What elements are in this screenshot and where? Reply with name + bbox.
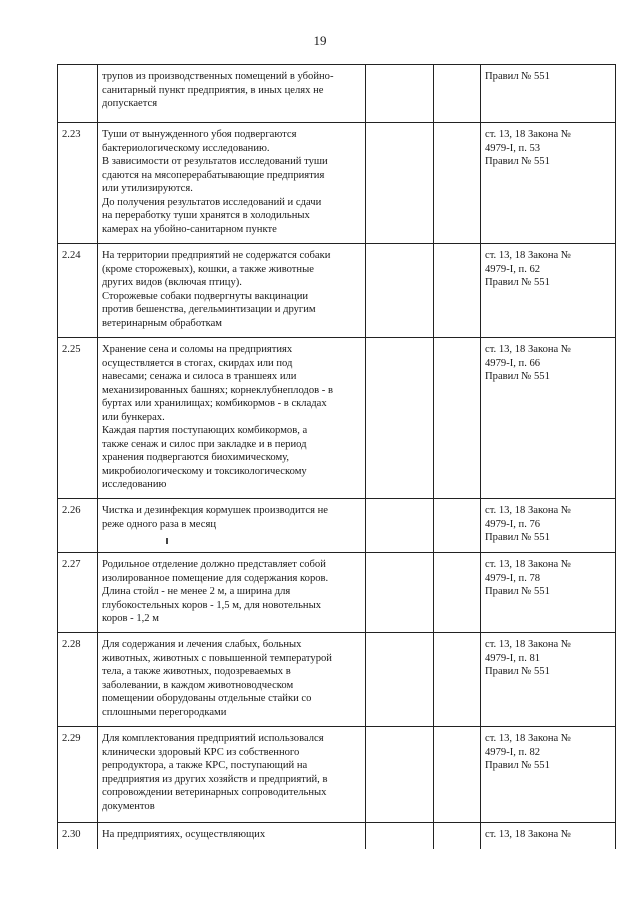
requirement-text-cell: [98, 553, 366, 633]
requirement-text-cell: [98, 338, 366, 499]
legal-reference-line: ст. 13, 18 Закона №: [485, 250, 572, 261]
empty-cell: [366, 338, 434, 499]
item-number-cell: 2.25: [58, 338, 98, 499]
requirement-text-line: буртах или хранилищах; комбикормов - в складах: [102, 398, 327, 409]
requirement-text-line: Чистка и дезинфекция кормушек производится не: [102, 505, 329, 516]
requirement-text-line: исследованию: [102, 479, 167, 490]
legal-reference-cell: [481, 633, 616, 727]
requirement-text-line: допускается: [102, 98, 158, 109]
requirement-text-line: заболевании, в каждом животноводческом: [102, 679, 294, 691]
table-row: [58, 499, 616, 553]
table-row: [58, 727, 616, 823]
empty-cell: [366, 727, 434, 823]
requirement-text-line: клинически здоровый КРС из собственного: [102, 746, 300, 758]
empty-cell: [366, 633, 434, 727]
item-number-cell: 2.24: [58, 244, 98, 338]
requirement-text-line: трупов из производственных помещений в убойно-: [102, 71, 334, 82]
requirement-text-line: реже одного раза в месяц: [102, 518, 217, 530]
requirement-text-line: помещении оборудованы отдельные стайки со: [102, 693, 312, 704]
requirement-text-cell: [98, 123, 366, 244]
empty-cell: [366, 499, 434, 553]
empty-cell: [434, 499, 481, 553]
requirement-text-line: сплошными перегородками: [102, 706, 227, 718]
requirement-text-line: или утилизируются.: [102, 183, 193, 194]
legal-reference-line: 4979-I, п. 62: [485, 263, 541, 275]
requirement-text-line: документов: [102, 800, 155, 812]
requirement-text-line: На предприятиях, осуществляющих: [102, 829, 266, 840]
legal-reference-cell: [481, 244, 616, 338]
legal-reference-line: Правил № 551: [485, 666, 550, 677]
requirement-text-line: сопровождении ветеринарных сопроводительных: [102, 787, 327, 798]
requirement-text-line: коров - 1,2 м: [102, 613, 159, 624]
requirement-text-cell: [98, 727, 366, 823]
item-number-cell: 2.27: [58, 553, 98, 633]
item-number-cell: 2.26: [58, 499, 98, 553]
table-row: [58, 633, 616, 727]
legal-reference-line: ст. 13, 18 Закона №: [485, 829, 572, 840]
requirement-text-line: предприятия из других хозяйств и предприятий, в: [102, 773, 328, 785]
stray-mark: [166, 538, 168, 544]
requirement-text-line: Сторожевые собаки подвергнуты вакцинации: [102, 290, 309, 302]
requirement-text-line: микробиологическому и токсикологическому: [102, 465, 307, 477]
legal-reference-line: Правил № 551: [485, 371, 550, 382]
empty-cell: [434, 727, 481, 823]
requirement-text-line: В зависимости от результатов исследований туши: [102, 156, 328, 167]
legal-reference-line: 4979-I, п. 78: [485, 572, 541, 584]
legal-reference-cell: [481, 727, 616, 823]
requirement-text-cell: [98, 65, 366, 123]
legal-reference-line: 4979-I, п. 82: [485, 746, 541, 758]
legal-reference-line: Правил № 551: [485, 586, 550, 597]
requirement-text-line: (кроме сторожевых), кошки, а также животные: [102, 263, 314, 275]
legal-reference-line: ст. 13, 18 Закона №: [485, 505, 572, 516]
requirement-text-cell: [98, 244, 366, 338]
table-row: [58, 123, 616, 244]
legal-reference-cell: [481, 553, 616, 633]
legal-reference-line: Правил № 551: [485, 71, 550, 82]
requirement-text-line: Каждая партия поступающих комбикормов, а: [102, 425, 308, 436]
requirement-text-line: на переработку туши хранятся в холодильных: [102, 210, 310, 221]
empty-cell: [434, 553, 481, 633]
requirement-text-cell: [98, 499, 366, 553]
table-body: [58, 65, 616, 849]
requirement-text-line: других видов (включая птицу).: [102, 277, 242, 288]
requirement-text-line: животных, животных с повышенной температурой: [102, 652, 332, 664]
empty-cell: [434, 244, 481, 338]
requirement-text-line: ветеринарным обработкам: [102, 317, 223, 329]
table-row: [58, 338, 616, 499]
requirement-text-line: навесами; сенажа и силоса в траншеях или: [102, 371, 297, 382]
page-number: 19: [313, 33, 327, 48]
item-number-cell: 2.28: [58, 633, 98, 727]
requirement-text-line: Для содержания и лечения слабых, больных: [102, 639, 302, 650]
item-number-cell: [58, 65, 98, 123]
requirement-text-line: санитарный пункт предприятия, в иных целях не: [102, 84, 324, 96]
legal-reference-cell: [481, 338, 616, 499]
legal-reference-line: 4979-I, п. 81: [485, 652, 541, 664]
legal-reference-line: Правил № 551: [485, 277, 550, 288]
legal-reference-line: ст. 13, 18 Закона №: [485, 639, 572, 650]
requirement-text-line: Для комплектования предприятий использовался: [102, 733, 324, 744]
empty-cell: [366, 65, 434, 123]
requirement-text-cell: [98, 633, 366, 727]
empty-cell: [434, 633, 481, 727]
legal-reference-line: ст. 13, 18 Закона №: [485, 559, 572, 570]
table-row: [58, 244, 616, 338]
requirement-text-line: До получения результатов исследований и сдачи: [102, 196, 322, 208]
empty-cell: [434, 65, 481, 123]
requirement-text-line: против бешенства, дегельминтизации и другим: [102, 304, 316, 315]
legal-reference-line: Правил № 551: [485, 760, 550, 771]
legal-reference-line: ст. 13, 18 Закона №: [485, 129, 572, 140]
requirement-text-line: тела, а также животных, подозреваемых в: [102, 666, 291, 677]
requirement-text-line: Длина стойл - не менее 2 м, а ширина для: [102, 586, 291, 597]
item-number-cell: 2.23: [58, 123, 98, 244]
legal-reference-line: ст. 13, 18 Закона №: [485, 344, 572, 355]
requirement-text-line: механизированных башнях; корнеклубнеплодов - в: [102, 384, 333, 396]
legal-reference-cell: [481, 499, 616, 553]
requirement-text-line: также сенаж и силос при закладке и в период: [102, 438, 307, 450]
legal-reference-cell: [481, 65, 616, 123]
legal-reference-cell: [481, 823, 616, 849]
legal-reference-line: 4979-I, п. 53: [485, 142, 541, 154]
empty-cell: [434, 338, 481, 499]
requirement-text-line: осуществляется в стогах, скирдах или под: [102, 357, 293, 369]
empty-cell: [366, 823, 434, 849]
item-number-cell: 2.29: [58, 727, 98, 823]
item-number-cell: 2.30: [58, 823, 98, 849]
requirement-text-line: На территории предприятий не содержатся собаки: [102, 250, 331, 261]
legal-reference-line: 4979-I, п. 66: [485, 357, 541, 369]
legal-reference-line: 4979-I, п. 76: [485, 518, 541, 530]
requirement-text-line: глубокостельных коров - 1,5 м, для новотельных: [102, 599, 321, 611]
requirement-text-line: репродуктора, а также КРС, поступающий на: [102, 760, 308, 771]
table-row: [58, 823, 616, 849]
legal-reference-cell: [481, 123, 616, 244]
empty-cell: [366, 123, 434, 244]
legal-reference-line: Правил № 551: [485, 156, 550, 167]
requirement-text-line: Туши от вынужденного убоя подвергаются: [102, 129, 297, 140]
requirements-table: [57, 64, 616, 849]
empty-cell: [366, 244, 434, 338]
requirement-text-line: камерах на убойно-санитарном пункте: [102, 223, 277, 235]
requirement-text-line: или бункерах.: [102, 411, 165, 423]
legal-reference-line: ст. 13, 18 Закона №: [485, 733, 572, 744]
requirement-text-line: бактериологическому исследованию.: [102, 142, 270, 154]
requirement-text-line: Хранение сена и соломы на предприятиях: [102, 344, 293, 355]
empty-cell: [434, 823, 481, 849]
requirement-text-line: хранения подвергаются биохимическому,: [102, 452, 290, 463]
requirement-text-line: изолированное помещение для содержания коров.: [102, 572, 329, 584]
legal-reference-line: Правил № 551: [485, 532, 550, 543]
empty-cell: [434, 123, 481, 244]
requirement-text-cell: [98, 823, 366, 849]
table-row: [58, 553, 616, 633]
empty-cell: [366, 553, 434, 633]
requirement-text-line: Родильное отделение должно представляет собой: [102, 559, 326, 570]
table-row: [58, 65, 616, 123]
requirement-text-line: сдаются на мясоперерабатывающие предприятия: [102, 169, 325, 181]
